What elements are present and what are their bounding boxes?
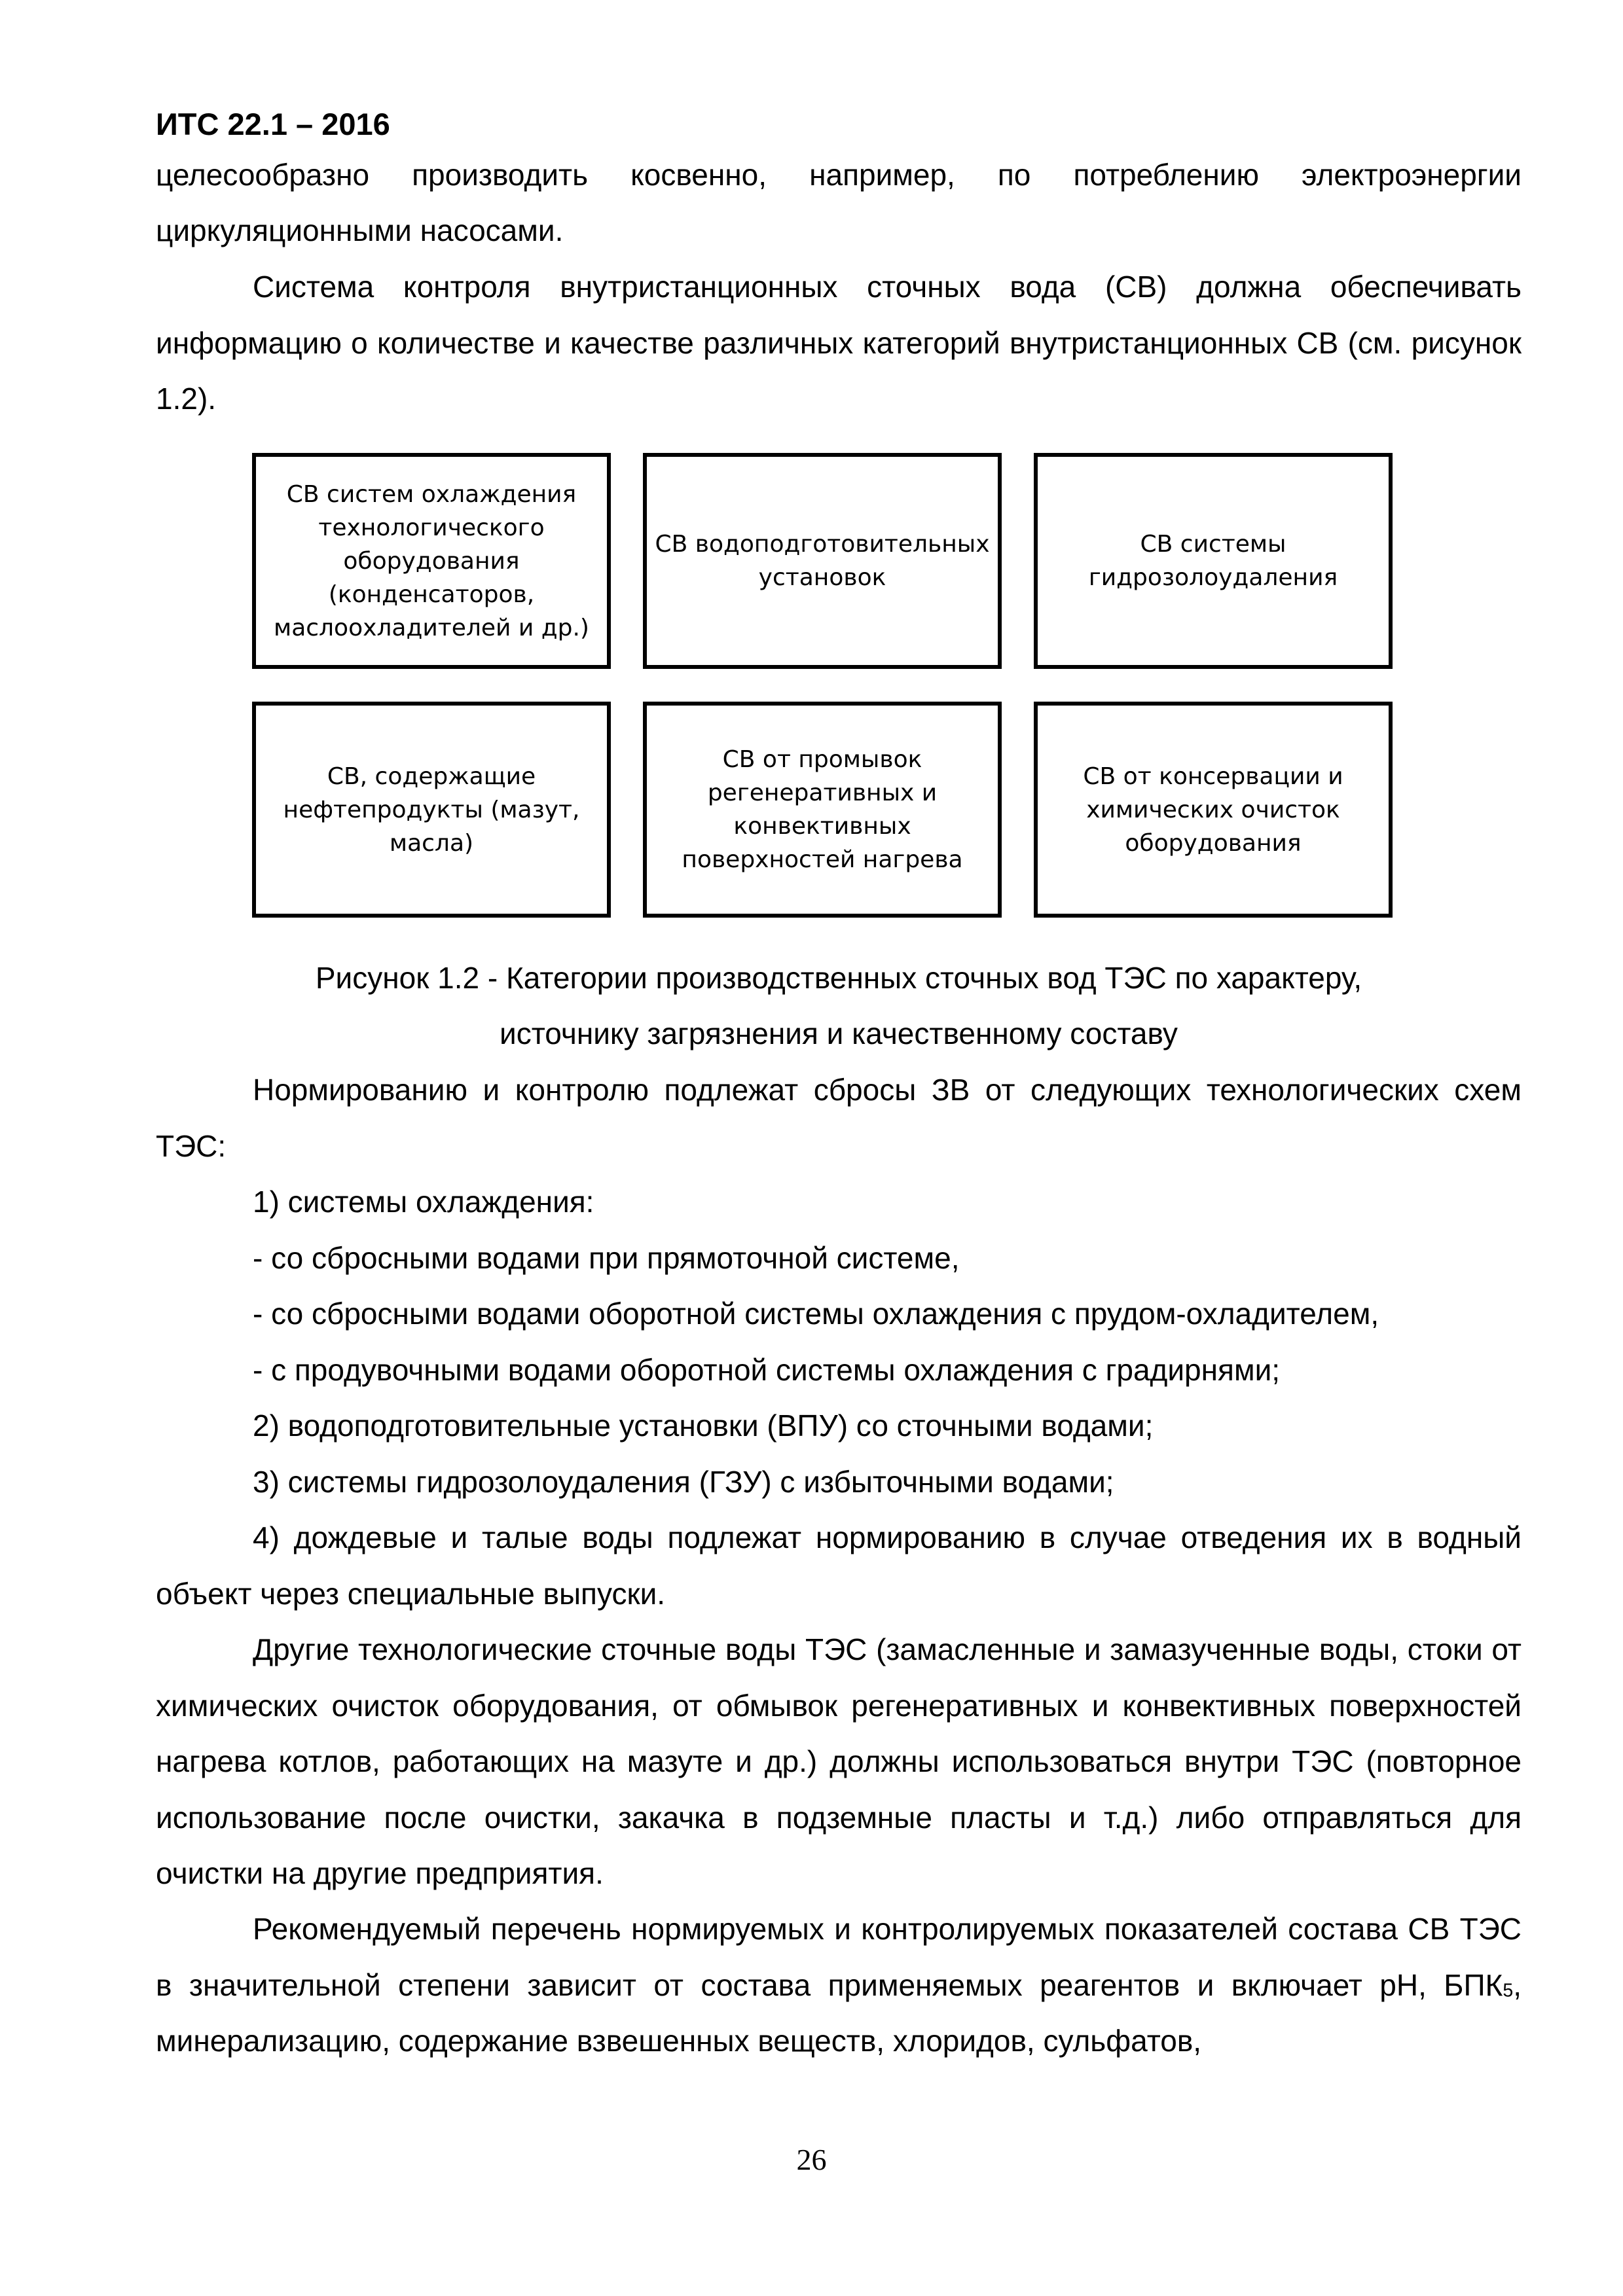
category-box-washing (643, 702, 1002, 918)
list-item: - с продувочными водами оборотной системы охлаждения с градирнями; (253, 1353, 1281, 1387)
intro-line-2: циркуляционными насосами. (156, 213, 564, 247)
paragraph-other-wastewater: Другие технологические сточные воды ТЭС (замасленные и замазученные воды, стоки от химических очисток оборудования, от обмывок регенеративных и конвективных поверхностей нагрева котлов, работающих на мазуте и др.) должны использоваться внутри ТЭС (повторное использование после очистки, закачка в подземные пласты и т.д.) либо отправляться для очистки на другие предприятия. (156, 1632, 1522, 1890)
category-box-conservation-label: СВ от консервации и химических очисток оборудования (1083, 762, 1343, 857)
list-item: 1) системы охлаждения: (253, 1185, 594, 1219)
intro-line-1: целесообразно производить косвенно, например, по потреблению электроэнергии (156, 158, 1522, 192)
category-box-cooling (252, 453, 611, 669)
paragraph-indicators-main: Рекомендуемый перечень нормируемых и контролируемых показателей состава СВ ТЭС в значительной степени зависит от состава применяемых реагентов и включает pH, БПК (156, 1912, 1522, 2002)
list-item: - со сбросными водами оборотной системы охлаждения с прудом-охладителем, (253, 1297, 1379, 1331)
category-box-washing-label: СВ от промывок регенеративных и конвективных поверхностей нагрева (682, 746, 963, 873)
figure-caption-line-1: Рисунок 1.2 - Категории производственных сточных вод ТЭС по характеру, (315, 961, 1362, 995)
paragraph-indicators (156, 1901, 1522, 2070)
list-item: - со сбросными водами при прямоточной системе, (253, 1241, 960, 1275)
category-box-oil-products (252, 702, 611, 918)
paragraph-regulation: Нормированию и контролю подлежат сбросы ЗВ от следующих технологических схем ТЭС: (156, 1073, 1522, 1163)
category-box-oil-products-label: СВ, содержащие нефтепродукты (мазут, масла) (283, 762, 580, 857)
list-item: 3) системы гидрозолоудаления (ГЗУ) с избыточными водами; (253, 1465, 1114, 1499)
category-box-water-treatment-label: СВ водоподготовительных установок (655, 531, 990, 591)
category-box-water-treatment (643, 453, 1002, 669)
intro-paragraph: Система контроля внутристанционных сточных вода (СВ) должна обеспечивать информацию о количестве и качестве различных категорий внутристанционных СВ (см. рисунок 1.2). (156, 270, 1522, 416)
page-number: 26 (796, 2143, 827, 2176)
category-box-conservation (1034, 702, 1393, 918)
paragraph-rain-water: 4) дождевые и талые воды подлежат нормированию в случае отведения их в водный объект через специальные выпуски. (156, 1520, 1522, 1611)
category-box-cooling-label: СВ систем охлаждения технологического оборудования (конденсаторов, маслоохладителей и др.) (274, 480, 589, 641)
category-box-ash-removal (1034, 453, 1393, 669)
paragraph-indicators-tail: , минерализацию, содержание взвешенных веществ, хлоридов, сульфатов, (156, 1967, 1522, 2058)
document-header: ИТС 22.1 – 2016 (156, 107, 390, 141)
bpk-subscript: 5 (1503, 1979, 1514, 2001)
figure-caption-line-2: источнику загрязнения и качественному составу (500, 1016, 1178, 1050)
list-item: 2) водоподготовительные установки (ВПУ) со сточными водами; (253, 1408, 1154, 1443)
category-box-ash-removal-label: СВ системы гидрозолоудаления (1088, 531, 1338, 591)
